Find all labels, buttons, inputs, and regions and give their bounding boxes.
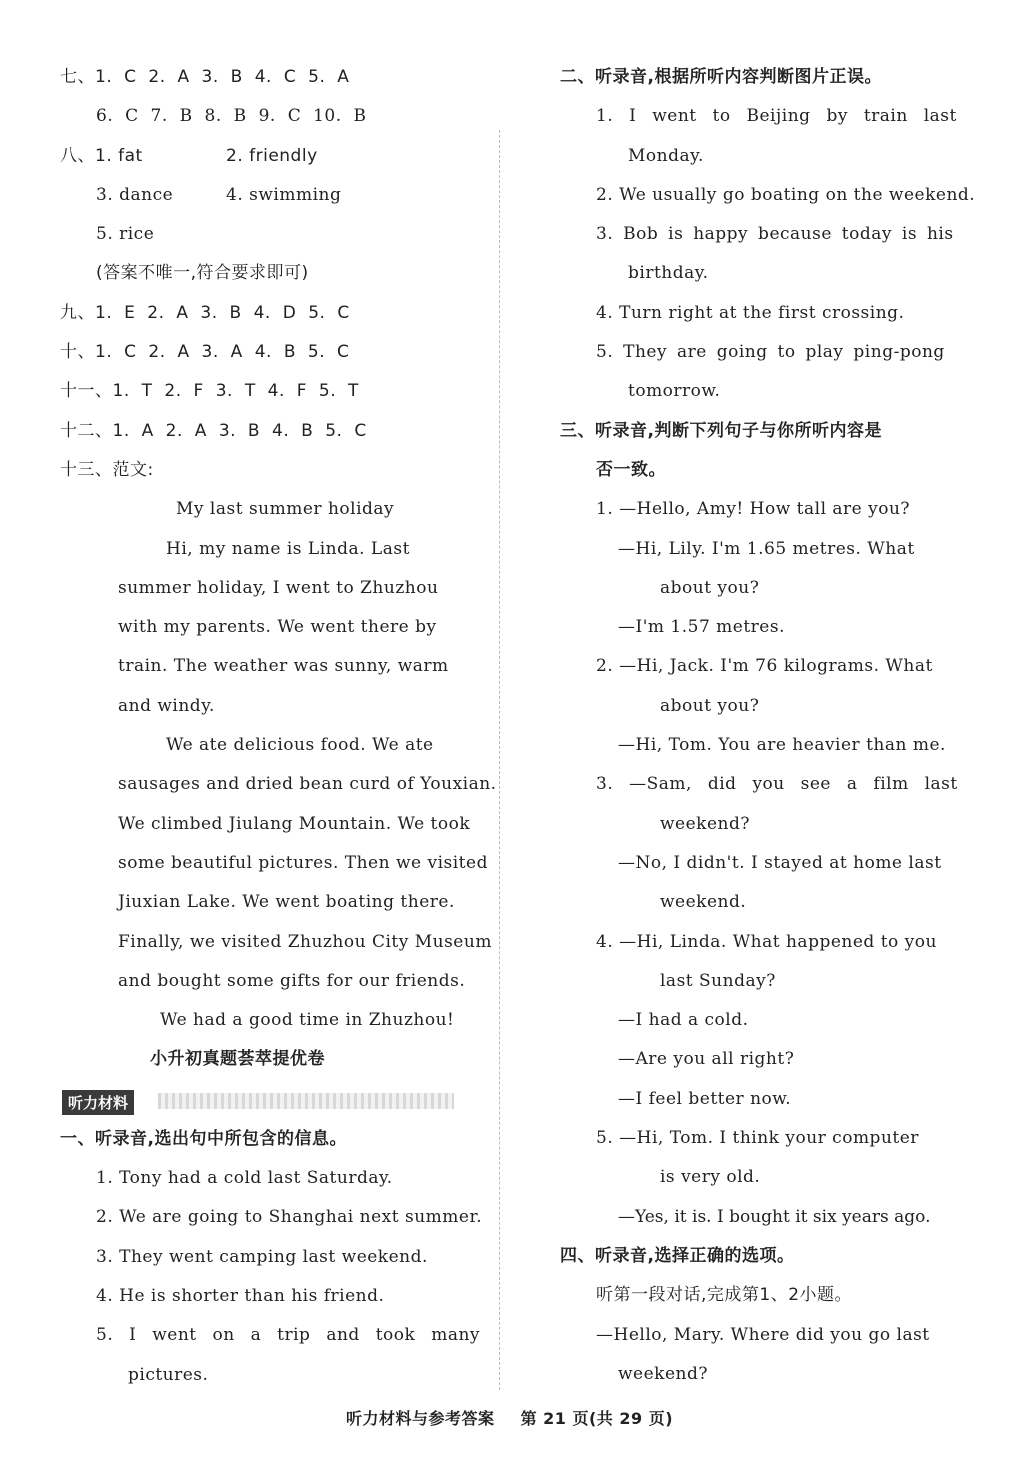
question-line: Monday.: [628, 145, 704, 166]
question-line: birthday.: [628, 263, 709, 284]
essay-line: Hi, my name is Linda. Last: [166, 538, 410, 559]
answer-item: 八、1. fat: [60, 145, 143, 166]
essay-line: some beautiful pictures. Then we visited: [118, 852, 488, 873]
answer-item: 4. swimming: [226, 184, 342, 205]
essay-body: [60, 530, 497, 1041]
dialogue-line: —I had a cold.: [618, 1010, 749, 1031]
answer-line: [60, 137, 460, 176]
dialogue-line: weekend?: [660, 813, 750, 834]
dialogue-line: —Are you all right?: [618, 1049, 795, 1070]
answer-line: [60, 176, 460, 215]
essay-line: summer holiday, I went to Zhuzhou: [118, 577, 439, 598]
dialogue-line: —I'm 1.57 metres.: [618, 617, 785, 638]
answer-line: 九、1. E 2. A 3. B 4. D 5. C: [60, 302, 350, 323]
dialogue-line: about you?: [660, 695, 760, 716]
question-line: tomorrow.: [628, 381, 721, 402]
essay-line: and windy.: [118, 695, 215, 716]
dialogue-line: about you?: [660, 577, 760, 598]
question-line: 3. They went camping last weekend.: [96, 1246, 428, 1267]
instruction-line: 听第一段对话,完成第1、2小题。: [596, 1285, 853, 1306]
essay-title: My last summer holiday: [176, 499, 395, 520]
question-line: 2. We usually go boating on the weekend.: [596, 184, 976, 205]
essay-line: Finally, we visited Zhuzhou City Museum: [118, 931, 492, 952]
answer-line: 七、1. C 2. A 3. B 4. C 5. A: [60, 67, 350, 87]
dialogue-line: is very old.: [660, 1167, 761, 1188]
essay-line: Jiuxian Lake. We went boating there.: [118, 892, 455, 913]
question-line: 4. He is shorter than his friend.: [96, 1285, 385, 1306]
left-column: [60, 58, 497, 1395]
answer-line: 十三、范文:: [60, 459, 154, 480]
question-line: 1. Tony had a cold last Saturday.: [96, 1168, 393, 1189]
answer-line: 十一、1. T 2. F 3. T 4. F 5. T: [60, 381, 359, 402]
section-title: 三、听录音,判断下列句子与你所听内容是: [560, 420, 882, 441]
essay-line: We ate delicious food. We ate: [166, 735, 434, 756]
decorative-band: [158, 1093, 454, 1109]
dialogue-line: —Hello, Mary. Where did you go last: [596, 1324, 930, 1345]
section-title: 四、听录音,选择正确的选项。: [560, 1245, 795, 1266]
dialogue-line: 3. —Sam, did you see a film last: [596, 774, 958, 795]
dialogue-line: 5. —Hi, Tom. I think your computer: [596, 1128, 919, 1149]
question-line: pictures.: [128, 1364, 209, 1385]
answer-line: 十、1. C 2. A 3. A 4. B 5. C: [60, 342, 350, 363]
dialogue-line: last Sunday?: [660, 970, 776, 991]
question-line: 1. I went to Beijing by train last: [596, 106, 957, 127]
essay-line: with my parents. We went there by: [118, 617, 437, 638]
answer-line: 十二、1. A 2. A 3. B 4. B 5. C: [60, 420, 367, 441]
question-line: 3. Bob is happy because today is his: [596, 224, 954, 245]
dialogue-line: —Yes, it is. I bought it six years ago.: [618, 1206, 931, 1227]
dialogue-line: —Hi, Lily. I'm 1.65 metres. What: [618, 538, 915, 559]
dialogue-line: —I feel better now.: [618, 1088, 792, 1109]
dialogue-line: 1. —Hello, Amy! How tall are you?: [596, 499, 911, 520]
page-footer: [0, 1406, 1019, 1429]
dialogue-line: 4. —Hi, Linda. What happened to you: [596, 931, 937, 952]
essay-line: We had a good time in Zhuzhou!: [160, 1010, 455, 1031]
right-column: [560, 58, 976, 1394]
dialogue-line: —No, I didn't. I stayed at home last: [618, 852, 942, 873]
essay-line: train. The weather was sunny, warm: [118, 656, 449, 677]
question-line: 4. Turn right at the first crossing.: [596, 302, 905, 323]
section-title: 一、听录音,选出句中所包含的信息。: [60, 1128, 347, 1149]
answer-item: 3. dance: [96, 184, 174, 205]
listening-material-tag: 听力材料: [62, 1090, 134, 1115]
essay-line: We climbed Jiulang Mountain. We took: [118, 813, 471, 834]
answer-item: 2. friendly: [226, 145, 318, 166]
page-number: 第 21 页(共 29 页): [520, 1409, 674, 1428]
essay-line: sausages and dried bean curd of Youxian.: [118, 774, 497, 795]
dialogue-line: weekend.: [660, 892, 747, 913]
column-divider: [499, 130, 500, 1390]
dialogue-line: 2. —Hi, Jack. I'm 76 kilograms. What: [596, 656, 933, 677]
exam-title: 小升初真题荟萃提优卷: [150, 1049, 325, 1070]
listening-material-header: [60, 1084, 460, 1120]
question-line: 2. We are going to Shanghai next summer.: [96, 1207, 483, 1228]
answer-note: (答案不唯一,符合要求即可): [96, 263, 309, 284]
question-line: 5. I went on a trip and took many: [96, 1325, 481, 1346]
section-title: 二、听录音,根据所听内容判断图片正误。: [560, 67, 882, 87]
answer-line: 5. rice: [96, 224, 155, 245]
footer-title: 听力材料与参考答案: [345, 1409, 495, 1428]
question-line: 5. They are going to play ping-pong: [596, 342, 945, 363]
dialogue-line: —Hi, Tom. You are heavier than me.: [618, 735, 946, 756]
dialogue-line: weekend?: [618, 1363, 708, 1384]
essay-line: and bought some gifts for our friends.: [118, 970, 466, 991]
answer-line: 6. C 7. B 8. B 9. C 10. B: [96, 106, 367, 127]
section-title-cont: 否一致。: [596, 459, 666, 480]
